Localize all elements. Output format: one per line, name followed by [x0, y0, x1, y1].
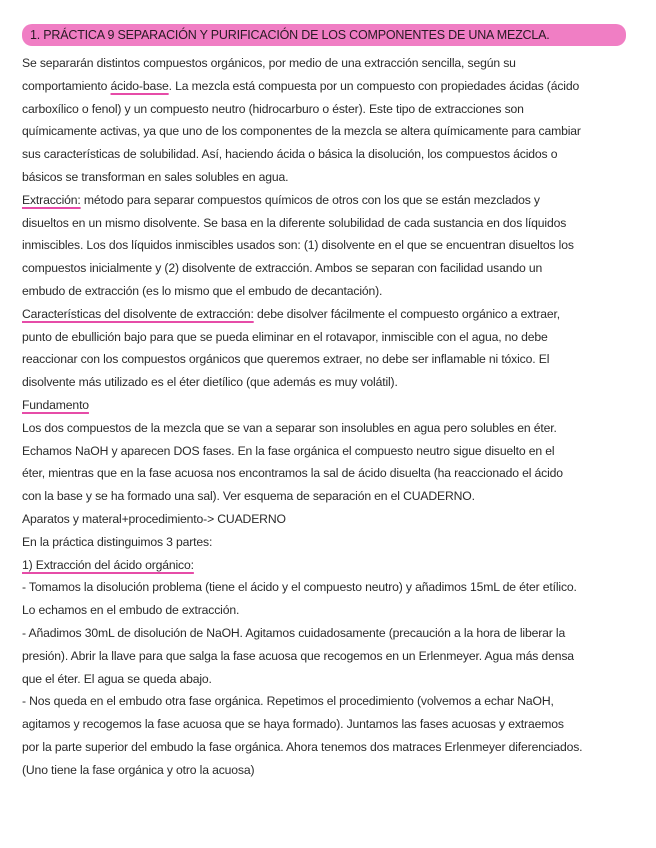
text-line: presión). Abrir la llave para que salga la fase acuosa que recogemos en un Erlenmeyer. Agua más densa — [22, 648, 574, 663]
page-title: 1. PRÁCTICA 9 SEPARACIÓN Y PURIFICACIÓN DE LOS COMPONENTES DE UNA MEZCLA. — [30, 28, 550, 42]
text-line — [22, 189, 636, 212]
section-heading-fundamento — [22, 394, 636, 417]
text-line: - Tomamos la disolución problema (tiene el ácido y el compuesto neutro) y añadimos 15mL de éter etílico. — [22, 580, 577, 595]
section-heading-parte1 — [22, 554, 636, 577]
text-line — [22, 75, 636, 98]
text-line: éter, mientras que en la fase acuosa nos encontramos la sal de ácido disuelta (ha reaccionado el ácido — [22, 466, 563, 481]
text-line: sus características de solubilidad. Así, haciendo ácida o básica la disolución, los compuestos ácidos o — [22, 147, 558, 162]
text-line: Echamos NaOH y aparecen DOS fases. En la fase orgánica el compuesto neutro sigue disuelto en el — [22, 443, 555, 458]
underlined-term-acido-base: ácido-base — [110, 78, 169, 93]
text-line: - Nos queda en el embudo otra fase orgánica. Repetimos el procedimiento (volvemos a echar NaOH, — [22, 694, 554, 709]
text-line: Lo echamos en el embudo de extracción. — [22, 603, 240, 618]
text-line: agitamos y recogemos la fase acuosa que se haya formado). Juntamos las fases acuosas y extraemos — [22, 717, 564, 732]
text-line — [22, 303, 636, 326]
text-line: químicamente activas, ya que uno de los componentes de la mezcla se altera químicamente para cambiar — [22, 124, 581, 139]
text-line: carboxílico o fenol) y un compuesto neutro (hidrocarburo o éster). Este tipo de extracciones son — [22, 101, 524, 116]
text-line: compuestos inicialmente y (2) disolvente de extracción. Ambos se separan con facilidad usando un — [22, 261, 543, 276]
text-line: Se separarán distintos compuestos orgánicos, por medio de una extracción sencilla, según su — [22, 56, 516, 70]
text-line: básicos se transforman en sales solubles en agua. — [22, 169, 289, 184]
text-line: Aparatos y materal+procedimiento-> CUADERNO — [22, 511, 286, 526]
underlined-heading: Fundamento — [22, 397, 89, 412]
title-highlight — [22, 24, 626, 46]
text-span: debe disolver fácilmente el compuesto orgánico a extraer, — [253, 306, 561, 321]
text-span: . La mezcla está compuesta por un compuesto con propiedades ácidas (ácido — [168, 78, 580, 93]
underlined-term-disolvente: Características del disolvente de extracción: — [22, 306, 254, 321]
text-line: Los dos compuestos de la mezcla que se van a separar son insolubles en agua pero solubles en éter. — [22, 420, 557, 435]
text-line: - Añadimos 30mL de disolución de NaOH. Agitamos cuidadosamente (precaución a la hora de liberar la — [22, 625, 566, 640]
text-line: disolvente más utilizado es el éter dietílico (que además es muy volátil). — [22, 375, 398, 390]
text-line: disueltos en un mismo disolvente. Se basa en la diferente solubilidad de cada sustancia en dos líquidos — [22, 215, 567, 230]
text-line: que el éter. El agua se queda abajo. — [22, 671, 212, 686]
text-line: En la práctica distinguimos 3 partes: — [22, 534, 213, 549]
underlined-heading: 1) Extracción del ácido orgánico: — [22, 557, 194, 572]
underlined-term-extraccion: Extracción: — [22, 192, 81, 207]
text-span: método para separar compuestos químicos de otros con los que se están mezclados y — [80, 192, 540, 207]
text-line: reaccionar con los compuestos orgánicos que queremos extraer, no debe ser inflamable ni tóxico. El — [22, 352, 550, 367]
text-line: embudo de extracción (es lo mismo que el embudo de decantación). — [22, 283, 383, 298]
text-line: punto de ebullición bajo para que se pueda eliminar en el rotavapor, inmiscible con el agua, no debe — [22, 329, 548, 344]
text-line: inmiscibles. Los dos líquidos inmiscibles usados son: (1) disolvente en el que se encuentran disueltos los — [22, 238, 574, 253]
text-line: por la parte superior del embudo la fase orgánica. Ahora tenemos dos matraces Erlenmeyer diferenciados. — [22, 739, 583, 754]
text-line: (Uno tiene la fase orgánica y otro la acuosa) — [22, 762, 255, 777]
text-line: con la base y se ha formado una sal). Ver esquema de separación en el CUADERNO. — [22, 489, 475, 504]
text-span: comportamiento — [22, 78, 111, 93]
